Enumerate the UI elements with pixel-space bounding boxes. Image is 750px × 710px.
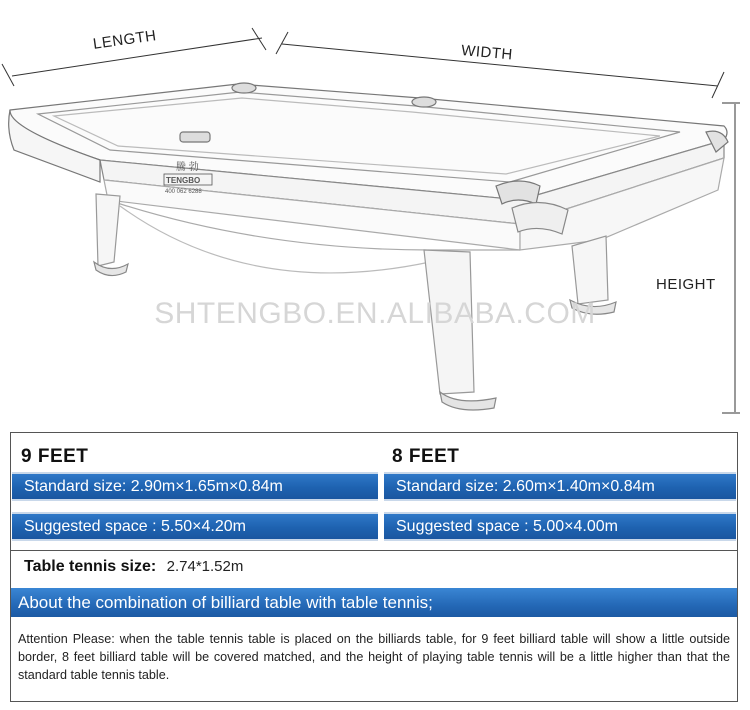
table-tennis-label: Table tennis size <box>24 558 151 575</box>
table-tennis-size <box>24 558 243 576</box>
height-label: HEIGHT <box>656 276 716 293</box>
nine-feet-standard-size: Standard size: 2.90m×1.65m×0.84m <box>12 472 378 501</box>
height-dimension-line <box>722 103 740 413</box>
panel-divider <box>11 550 737 551</box>
width-label: WIDTH <box>460 42 514 64</box>
attention-note: Attention Please: when the table tennis table is placed on the billiards table, for 9 feet billiard table will show a little outside border, 8 feet billiard table will be covered matched, and the height of playing table tennis will be a little higher than that the standard table tennis table. <box>18 632 730 682</box>
table-tennis-colon: : <box>150 558 157 575</box>
nine-feet-suggested-space: Suggested space : 5.50×4.20m <box>12 512 378 541</box>
watermark: SHTENGBO.EN.ALIBABA.COM <box>154 297 596 330</box>
table-tennis-value: 2.74*1.52m <box>166 558 244 575</box>
nine-feet-title: 9 FEET <box>21 446 89 467</box>
svg-text:騰 勃: 騰 勃 <box>176 162 199 173</box>
billiard-table-drawing <box>9 83 728 410</box>
brand-phone: 400 062 6288 <box>165 189 202 195</box>
eight-feet-suggested-space: Suggested space : 5.00×4.00m <box>384 512 736 541</box>
svg-text:TENGBO: TENGBO <box>166 176 201 185</box>
eight-feet-standard-size: Standard size: 2.60m×1.40m×0.84m <box>384 472 736 501</box>
eight-feet-title: 8 FEET <box>392 446 460 467</box>
combination-heading: About the combination of billiard table with table tennis; <box>11 588 737 617</box>
width-dimension-line <box>276 32 724 98</box>
length-label: LENGTH <box>92 27 158 53</box>
